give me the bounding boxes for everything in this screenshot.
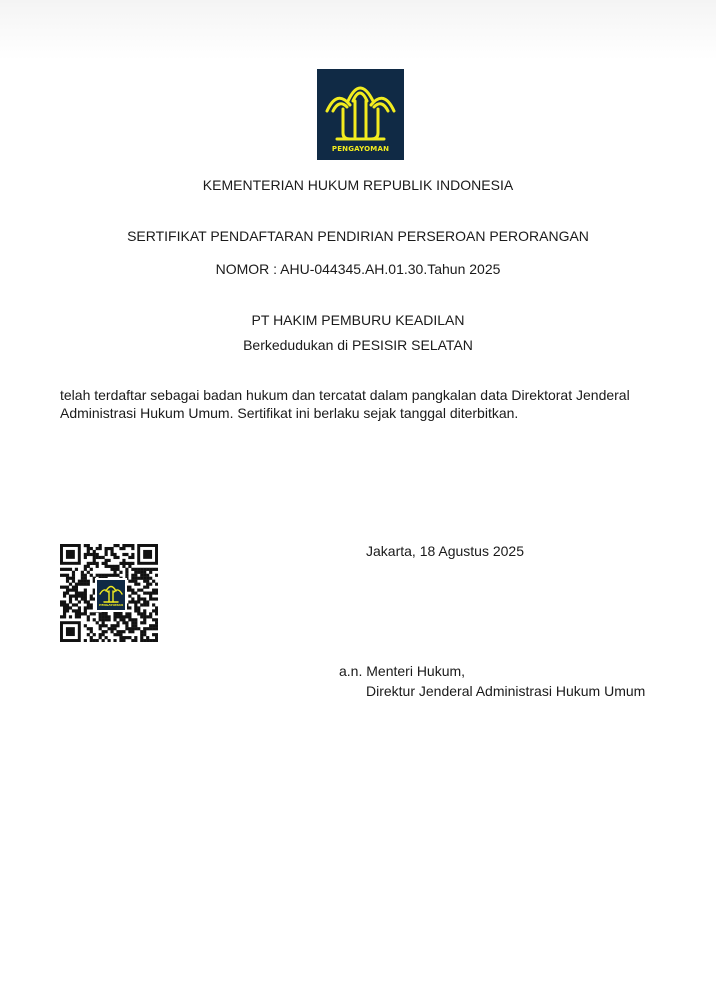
certificate-number: NOMOR : AHU-044345.AH.01.30.Tahun 2025 (215, 261, 501, 277)
ministry-name: KEMENTERIAN HUKUM REPUBLIK INDONESIA (202, 177, 514, 193)
pengayoman-emblem-logo (317, 69, 404, 160)
on-behalf-of: a.n. Menteri Hukum, (339, 663, 466, 679)
signing-official-title: Direktur Jenderal Administrasi Hukum Umum (366, 683, 646, 699)
qr-center-emblem (95, 578, 127, 612)
company-domicile: Berkedudukan di PESISIR SELATAN (243, 337, 473, 353)
company-name: PT HAKIM PEMBURU KEADILAN (251, 312, 465, 328)
verification-qr-code[interactable] (60, 544, 158, 642)
issue-place-date: Jakarta, 18 Agustus 2025 (366, 543, 524, 559)
certificate-title: SERTIFIKAT PENDAFTARAN PENDIRIAN PERSEROAN PERORANGAN (127, 228, 589, 244)
emblem-label: PENGAYOMAN (331, 145, 390, 153)
registration-statement: telah terdaftar sebagai badan hukum dan tercatat dalam pangkalan data Direktorat Jenderal Administrasi Hukum Umum. Sertifikat ini berlaku sejak tanggal diterbitkan. (60, 387, 630, 421)
qr-emblem-label: PENGAYOMAN (99, 603, 123, 607)
